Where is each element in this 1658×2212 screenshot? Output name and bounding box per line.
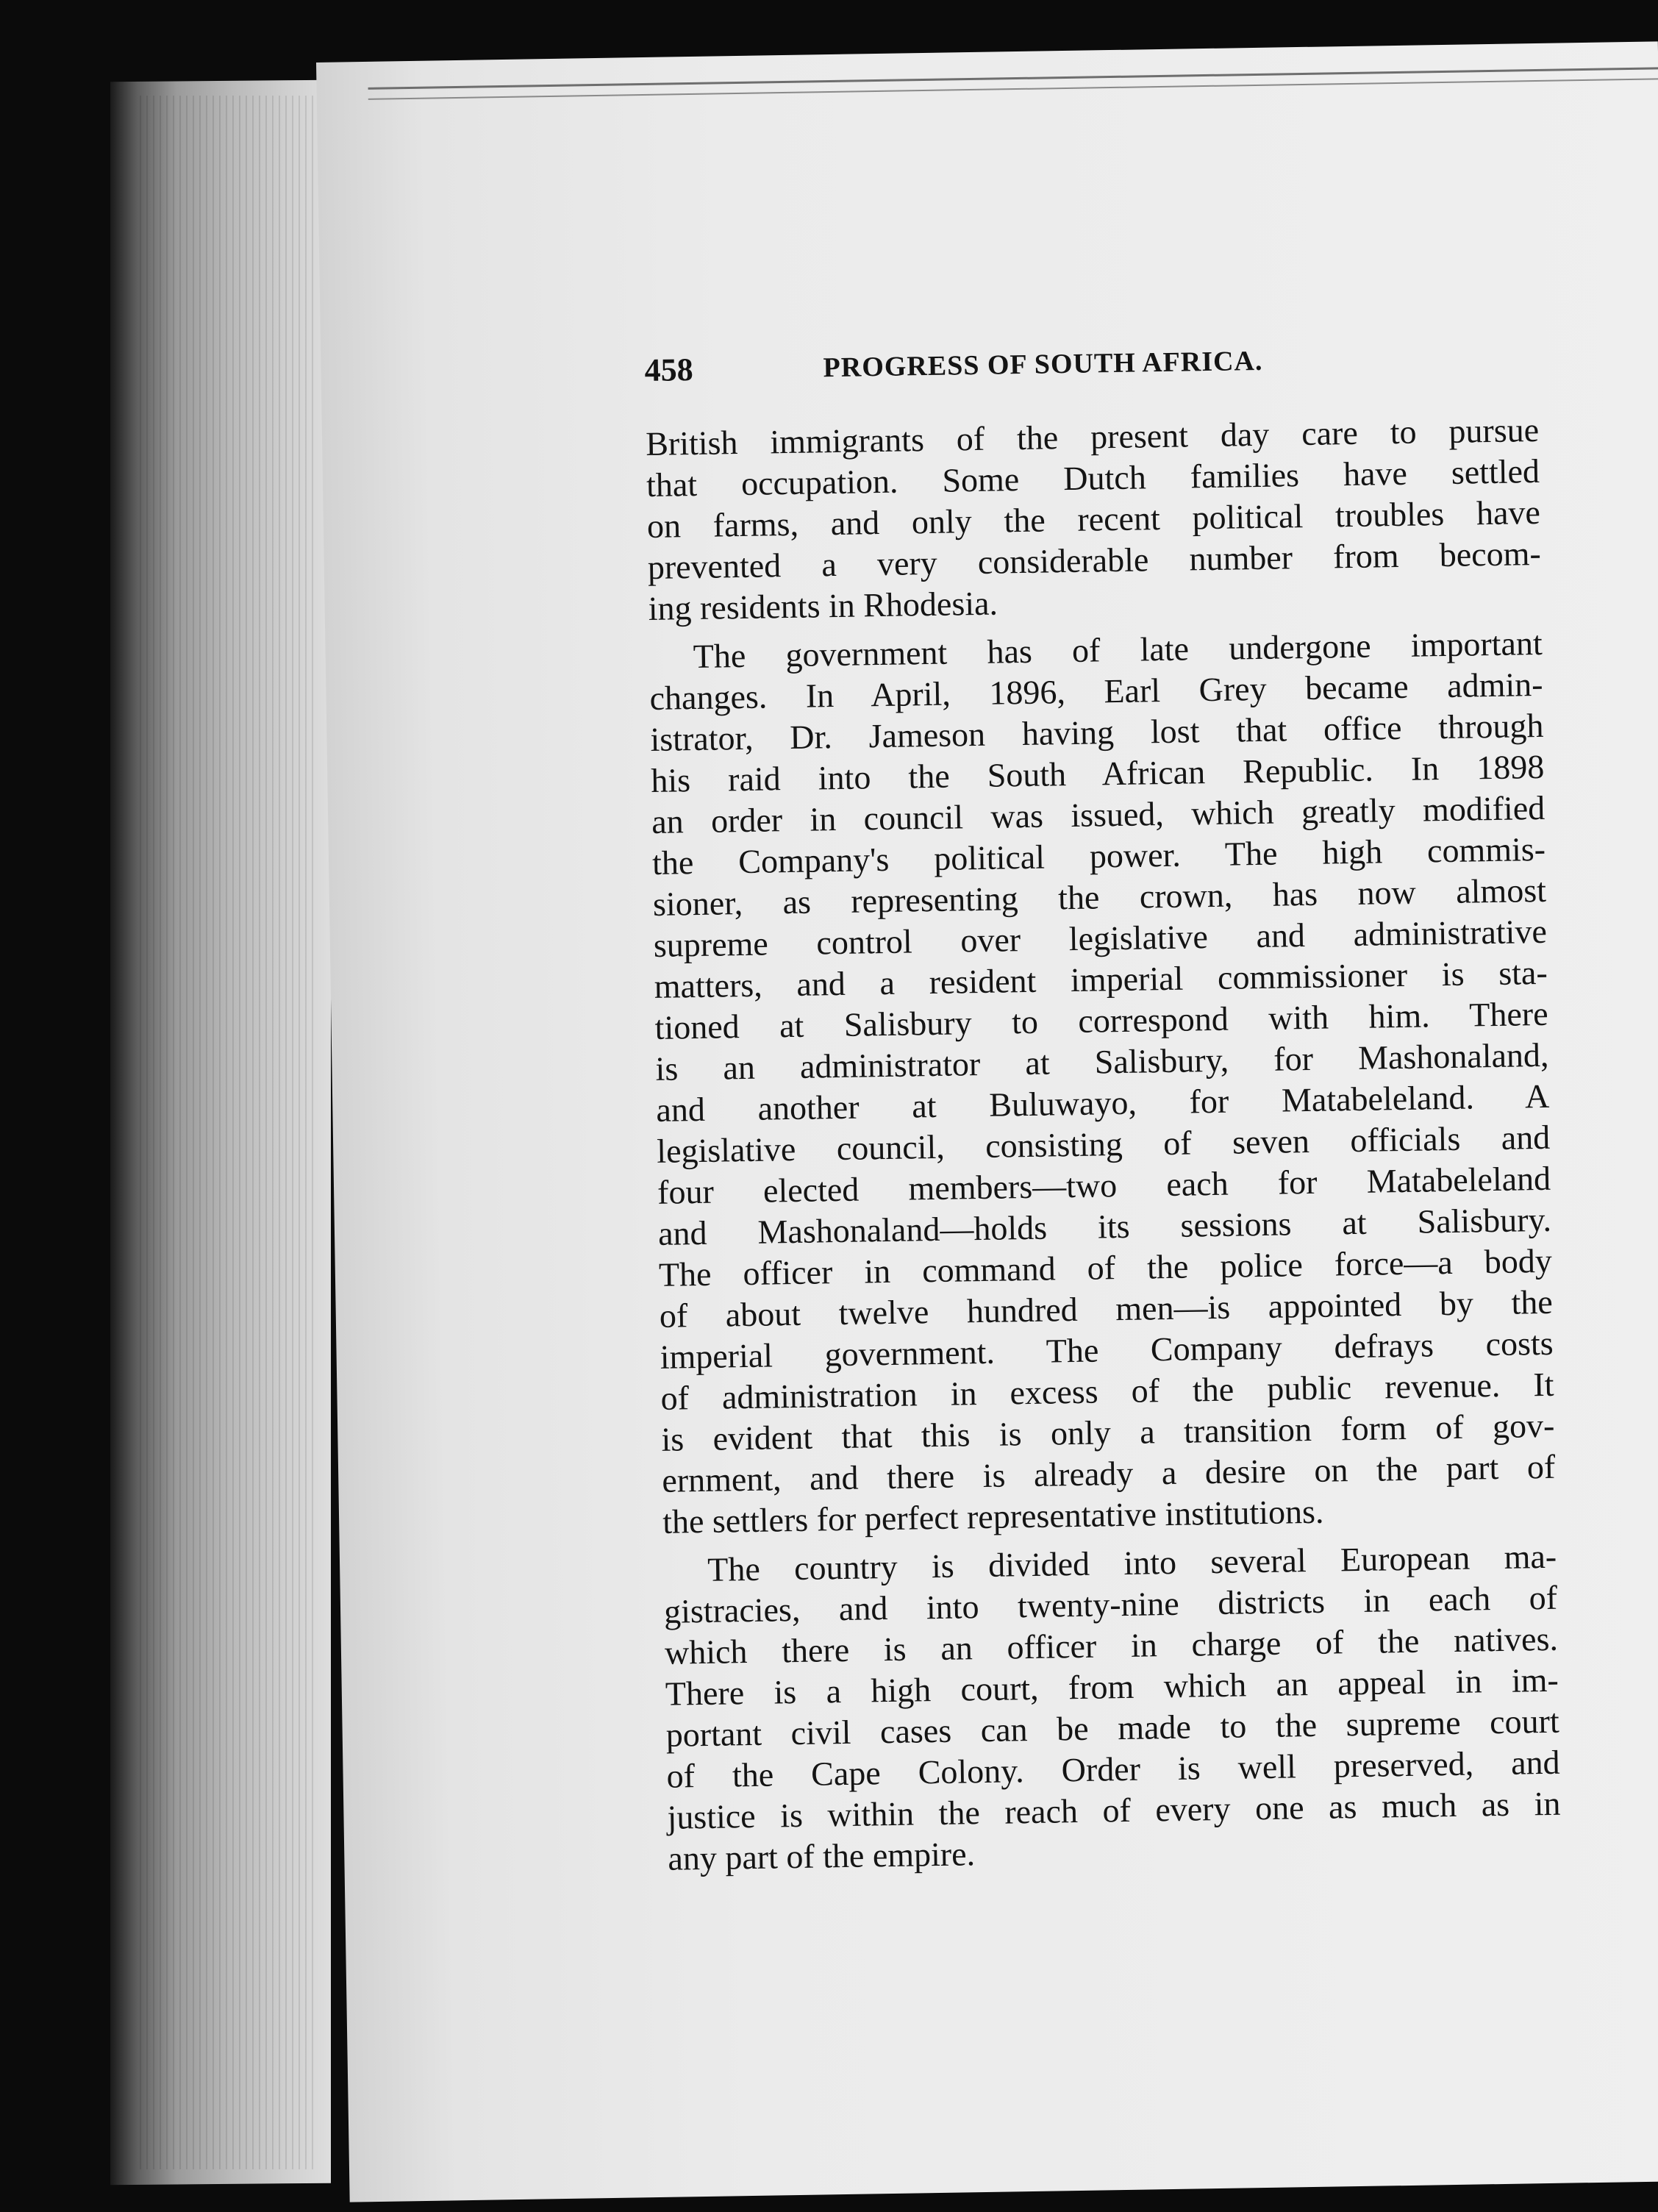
page-top-border-inner bbox=[368, 78, 1658, 100]
text-line: and another at Buluwayo, for Matabeleland. A bbox=[656, 1077, 1550, 1129]
text-line: his raid into the South African Republic. In 1898 bbox=[650, 747, 1545, 799]
paragraph-3 bbox=[663, 1536, 1562, 1880]
text-line: legislative council, consisting of seven officials and bbox=[656, 1118, 1551, 1170]
text-line: istrator, Dr. Jameson having lost that office through bbox=[650, 706, 1544, 758]
text-line: The country is divided into several European ma- bbox=[707, 1537, 1557, 1588]
text-line: tioned at Salisbury to correspond with him. There bbox=[654, 994, 1548, 1046]
text-line: on farms, and only the recent political troubles have bbox=[646, 493, 1541, 546]
paragraph-2 bbox=[648, 623, 1556, 1543]
page-text-block bbox=[644, 338, 1561, 1880]
text-line: matters, and a resident imperial commissioner is sta- bbox=[654, 953, 1548, 1005]
text-line: of the Cape Colony. Order is well preserved, and bbox=[666, 1743, 1560, 1795]
text-line: prevented a very considerable number from becom- bbox=[647, 534, 1542, 587]
text-line: any part of the empire. bbox=[668, 1835, 976, 1877]
text-line: of about twelve hundred men—is appointed by the bbox=[659, 1282, 1554, 1335]
text-line: which there is an officer in charge of the natives. bbox=[664, 1619, 1559, 1672]
text-line: the Company's political power. The high commis- bbox=[651, 830, 1546, 882]
page-number: 458 bbox=[644, 352, 694, 389]
text-line: changes. In April, 1896, Earl Grey became admin- bbox=[649, 665, 1543, 717]
text-line: The government has of late undergone important bbox=[693, 624, 1543, 676]
text-line: of administration in excess of the public revenue. It bbox=[660, 1365, 1554, 1417]
text-line: portant civil cases can be made to the supreme court bbox=[665, 1702, 1560, 1754]
text-line: is an administrator at Salisbury, for Mashonaland, bbox=[655, 1035, 1549, 1088]
text-line: The officer in command of the police force—a body bbox=[658, 1241, 1553, 1294]
text-line: is evident that this is only a transition form of gov- bbox=[661, 1406, 1555, 1458]
text-line: the settlers for perfect representative institutions. bbox=[662, 1492, 1324, 1541]
text-line: an order in council was issued, which greatly modified bbox=[651, 788, 1546, 841]
book-page bbox=[316, 41, 1658, 2202]
page-edge-texture bbox=[140, 96, 316, 2169]
text-line: ing residents in Rhodesia. bbox=[648, 584, 998, 627]
running-head-title: PROGRESS OF SOUTH AFRICA. bbox=[823, 345, 1263, 384]
paragraph-1 bbox=[646, 410, 1542, 629]
text-line: and Mashonaland—holds its sessions at Salisbury. bbox=[657, 1200, 1552, 1252]
text-line: imperial government. The Company defrays costs bbox=[660, 1324, 1554, 1376]
text-line: that occupation. Some Dutch families have settled bbox=[646, 452, 1540, 504]
text-line: four elected members—two each for Matabeleland bbox=[657, 1159, 1551, 1211]
text-line: There is a high court, from which an appeal in im- bbox=[665, 1660, 1559, 1713]
page-top-border bbox=[368, 67, 1658, 90]
text-line: supreme control over legislative and administrative bbox=[653, 912, 1548, 964]
running-head bbox=[644, 338, 1538, 403]
text-line: justice is within the reach of every one as much as in bbox=[667, 1784, 1561, 1836]
text-line: ernment, and there is already a desire on the part of bbox=[661, 1447, 1556, 1499]
text-line: sioner, as representing the crown, has now almost bbox=[652, 871, 1547, 923]
text-line: British immigrants of the present day care to pursue bbox=[645, 410, 1540, 463]
text-line: gistracies, and into twenty-nine districts in each of bbox=[663, 1578, 1558, 1630]
